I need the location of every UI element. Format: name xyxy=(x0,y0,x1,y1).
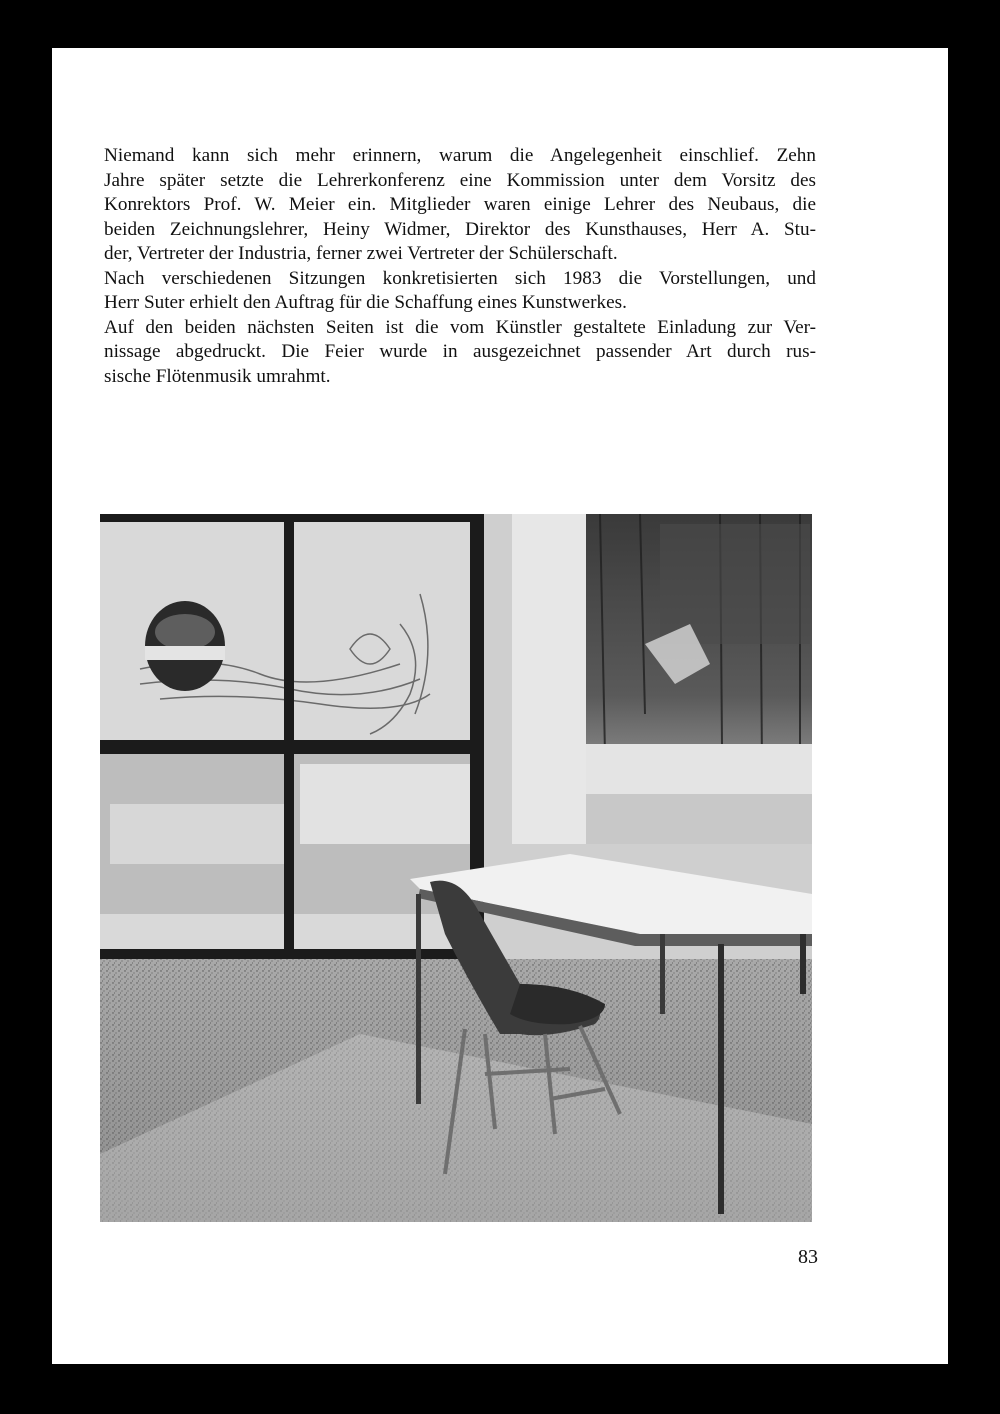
text-line: beiden Zeichnungslehrer, Heiny Widmer, Direktor des Kunsthauses, Herr A. Stu- xyxy=(104,218,816,240)
text-line: Niemand kann sich mehr erinnern, warum die Angelegenheit einschlief. Zehn xyxy=(104,145,816,166)
body-text xyxy=(104,144,816,389)
text-line: nissage abgedruckt. Die Feier wurde in ausgezeichnet passender Art durch rus- xyxy=(104,341,816,362)
text-line: Herr Suter erhielt den Auftrag für die Schaffung eines Kunstwerkes. xyxy=(104,292,627,313)
text-line: Konrektors Prof. W. Meier ein. Mitglieder waren einige Lehrer des Neubaus, die xyxy=(104,194,816,215)
text-line: Nach verschiedenen Sitzungen konkretisierten sich 1983 die Vorstellungen, und xyxy=(104,267,816,289)
photo-glass-wall-table-chair xyxy=(100,514,812,1222)
concrete-column xyxy=(502,514,586,844)
text-line: Jahre später setzte die Lehrerkonferenz eine Kommission unter dem Vorsitz des xyxy=(104,169,816,191)
text-line: sische Flötenmusik umrahmt. xyxy=(104,365,331,387)
page-number: 83 xyxy=(798,1246,818,1268)
text-line: Auf den beiden nächsten Seiten ist die vom Künstler gestaltete Einladung zur Ver- xyxy=(104,316,816,338)
text-line: der, Vertreter der Industria, ferner zwei Vertreter der Schülerschaft. xyxy=(104,243,618,264)
book-page xyxy=(52,48,948,1364)
